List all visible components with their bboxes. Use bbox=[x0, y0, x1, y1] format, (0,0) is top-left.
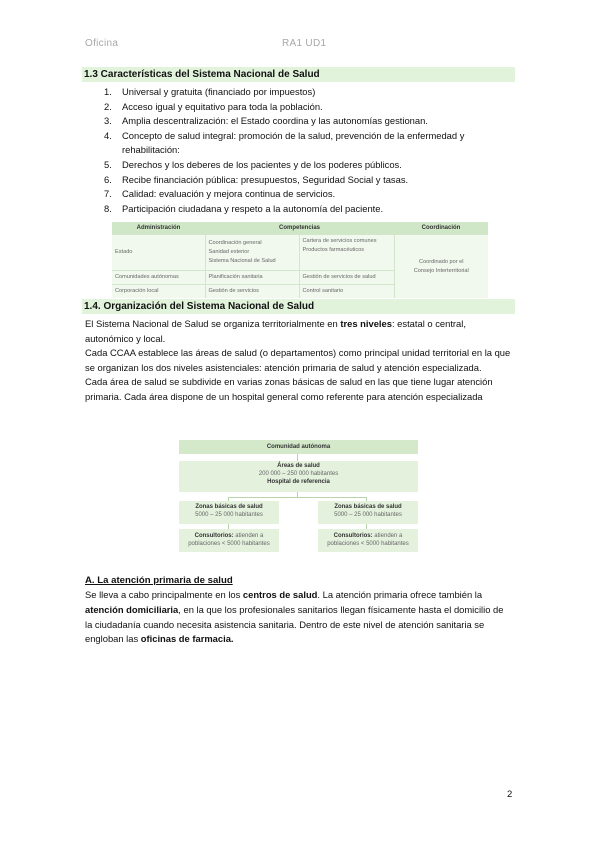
list-item: 4. Concepto de salud integral: promoción de la salud, prevención de la enfermedad y rehabilitación: bbox=[104, 129, 465, 156]
paragraph: Cada CCAA establece las áreas de salud (o departamentos) como principal unidad territorial en la que se organizan los dos niveles asistenciales: atención primaria de salud y atención especializada. bbox=[85, 347, 511, 373]
connector-line bbox=[228, 497, 366, 498]
page-number: 2 bbox=[507, 789, 513, 800]
table-cell: Gestión de servicios bbox=[205, 285, 299, 299]
connector-line bbox=[297, 454, 298, 461]
table-cell: Cartera de servicios comunes Productos farmacéuticos bbox=[299, 235, 394, 271]
section-a-title: A. La atención primaria de salud bbox=[85, 575, 233, 586]
section-14-heading bbox=[82, 299, 515, 314]
list-item: 1. Universal y gratuita (financiado por impuestos) bbox=[104, 86, 316, 97]
table-cell: Estado bbox=[112, 235, 205, 271]
diagram-box-consultorios-left: Consultorios: atienden a poblaciones < 5000 habitantes bbox=[179, 529, 279, 552]
table-cell: Coordinación general Sanidad exterior Sistema Nacional de Salud bbox=[205, 235, 299, 271]
diagram-box-comunidad: Comunidad autónoma bbox=[179, 440, 418, 454]
list-item: 7. Calidad: evaluación y mejora continua de servicios. bbox=[104, 188, 336, 200]
table-cell: Planificación sanitaria bbox=[205, 271, 299, 285]
col-header-administracion: Administración bbox=[112, 222, 205, 235]
diagram-box-zonas-left: Zonas básicas de salud 5000 – 25 000 habitantes bbox=[179, 501, 279, 524]
paragraph: El Sistema Nacional de Salud se organiza territorialmente en tres niveles: estatal o central, autonómico y local. bbox=[85, 318, 466, 344]
table-row bbox=[112, 235, 488, 271]
features-list bbox=[82, 85, 512, 216]
col-header-competencias: Competencias bbox=[205, 222, 394, 235]
list-item: 3. Amplia descentralización: el Estado coordina y las autonomías gestionan. bbox=[104, 115, 428, 127]
competencias-table bbox=[112, 222, 488, 298]
table-cell: Control sanitario bbox=[299, 285, 394, 299]
header-center: RA1 UD1 bbox=[282, 38, 327, 49]
list-item: 2. Acceso igual y equitativo para toda la población. bbox=[104, 100, 323, 112]
section-14-title: 1.4. Organización del Sistema Nacional de Salud bbox=[84, 301, 315, 312]
section-13-heading bbox=[82, 67, 515, 82]
col-header-coordinacion: Coordinación bbox=[394, 222, 488, 235]
paragraph: Se lleva a cabo principalmente en los centros de salud. La atención primaria ofrece también la atención domiciliaria, en la que los profesionales sanitarios llegan físicamente hasta el domicilio de la ciudadanía cuando necesita asistencia sanitaria. Dentro de este nivel de atención sanitaria se engloban las oficinas de farmacia. bbox=[85, 589, 504, 645]
list-item: 6. Recibe financiación pública: presupuestos, Seguridad Social y tasas. bbox=[104, 173, 409, 185]
diagram-box-areas: Áreas de salud 200 000 – 250 000 habitantes Hospital de referencia bbox=[179, 461, 418, 492]
table-cell: Coordinado por el Consejo Interterritorial bbox=[394, 235, 488, 299]
section-14-body bbox=[85, 317, 513, 404]
table-cell: Gestión de servicios de salud bbox=[299, 271, 394, 285]
section-13-title: 1.3 Características del Sistema Nacional de Salud bbox=[84, 69, 320, 80]
header-left: Oficina bbox=[85, 38, 119, 49]
section-a-body bbox=[85, 588, 513, 647]
list-item: 5. Derechos y los deberes de los pacientes y de los poderes públicos. bbox=[104, 158, 402, 170]
paragraph: Cada área de salud se subdivide en varias zonas básicas de salud en las que tiene lugar atención primaria. Cada área dispone de un hospital general como referente para atención especializada bbox=[85, 376, 493, 402]
table-header-row bbox=[112, 222, 488, 235]
table-cell: Corporación local bbox=[112, 285, 205, 299]
diagram-box-consultorios-right: Consultorios: atienden a poblaciones < 5000 habitantes bbox=[318, 529, 418, 552]
list-item: 8. Participación ciudadana y respeto a la autonomía del paciente. bbox=[104, 202, 384, 214]
diagram-box-zonas-right: Zonas básicas de salud 5000 – 25 000 habitantes bbox=[318, 501, 418, 524]
table-cell: Comunidades autónomas bbox=[112, 271, 205, 285]
